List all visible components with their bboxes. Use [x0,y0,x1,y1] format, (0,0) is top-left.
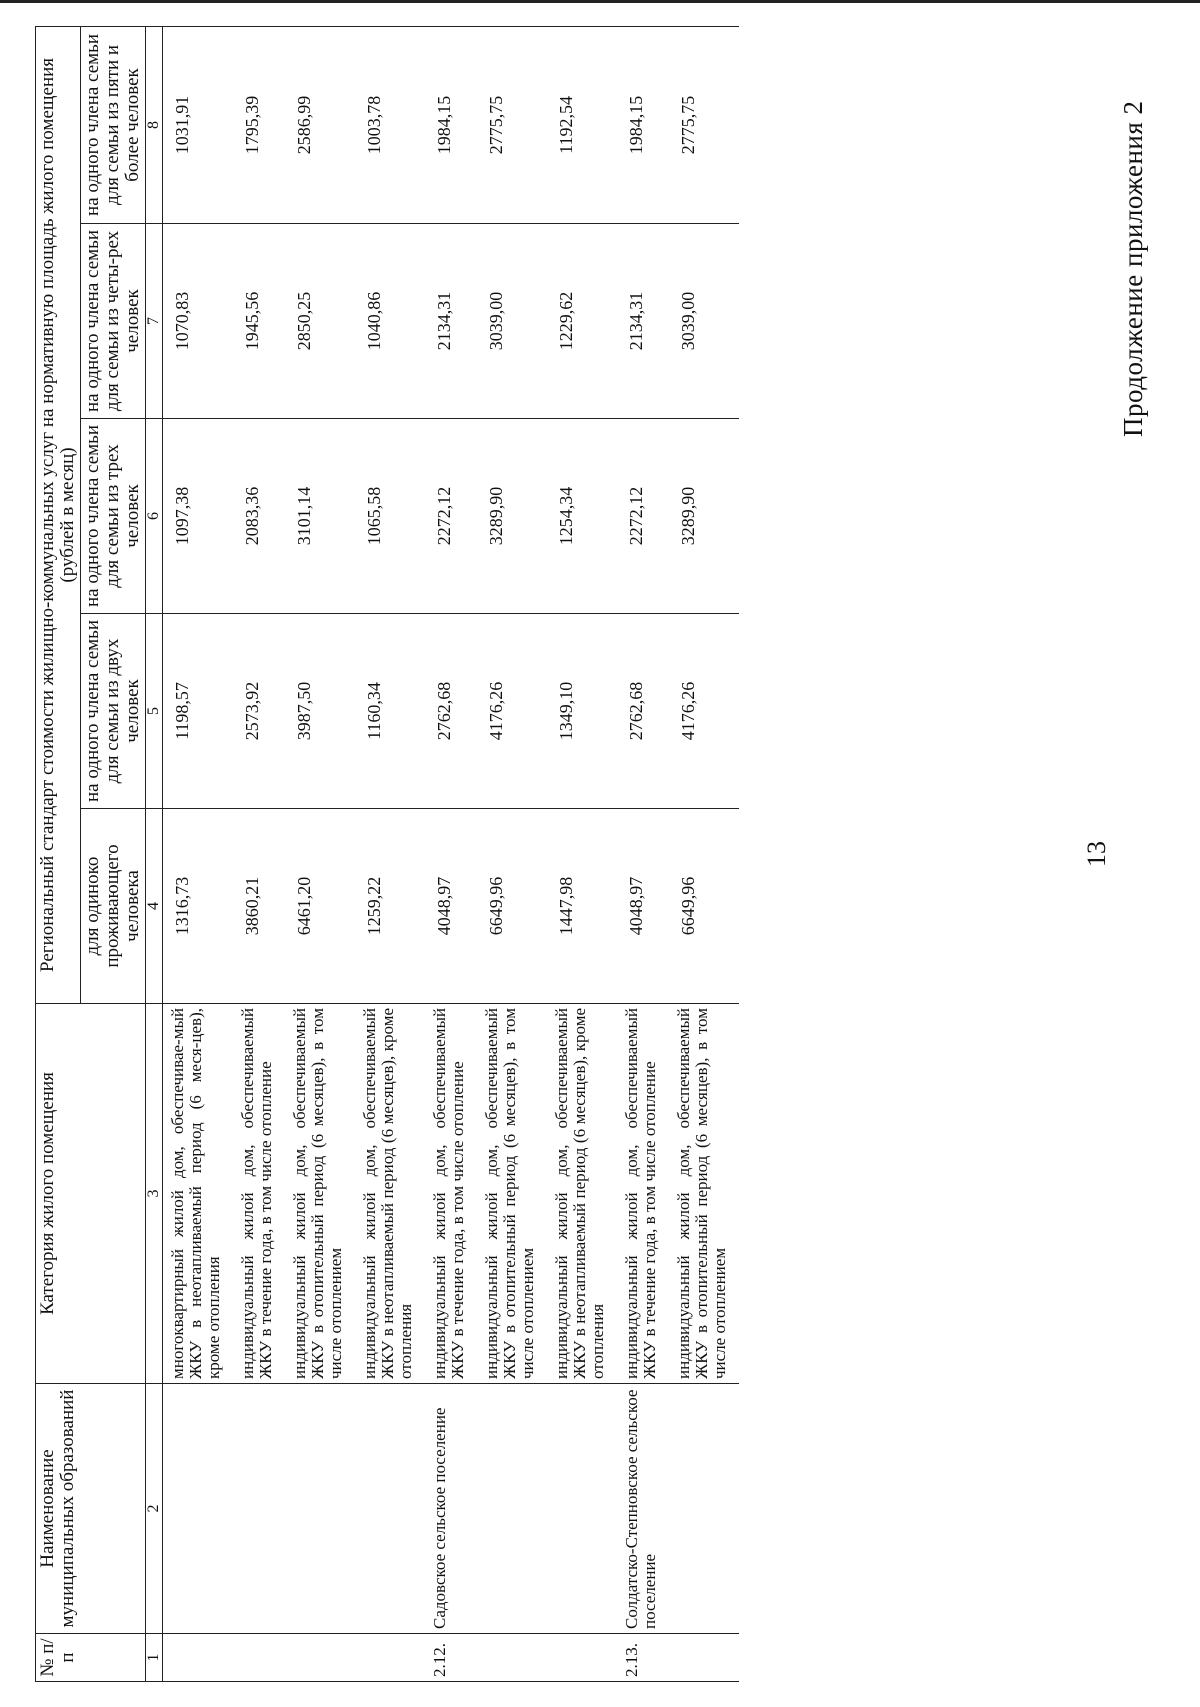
table-row [163,26,234,1681]
row-number [477,1634,547,1682]
cost-value: 2573,92 [233,614,285,809]
header-five-plus: на одного члена семьи для семьи из пяти и более человек [81,26,146,223]
cost-value: 2762,68 [617,614,669,809]
cost-value: 6649,96 [669,809,739,1004]
housing-category: индивидуальный жилой дом, обеспечиваемый ЖКУ в течение года, в том числе отопление [233,1004,285,1384]
housing-category: индивидуальный жилой дом, обеспечиваемый ЖКУ в отопительный период (6 месяцев), в том числе отоплением [477,1004,547,1384]
municipality-name [669,1384,739,1634]
cost-value: 6461,20 [285,809,355,1004]
cost-value: 3039,00 [477,224,547,419]
housing-category: индивидуальный жилой дом, обеспечиваемый ЖКУ в течение года, в том числе отопление [617,1004,669,1384]
cost-value: 1229,62 [547,224,617,419]
row-number [163,1634,234,1682]
header-four: на одного члена семьи для семьи из четы-рех человек [81,224,146,419]
column-index-cell: 2 [146,1384,163,1634]
column-index-row [146,26,163,1681]
header-single: для одиноко проживающего человека [81,809,146,1004]
cost-value: 1070,83 [163,224,234,419]
continuation-title: Продолжение приложения 2 [1118,100,1148,437]
cost-value: 4176,26 [477,614,547,809]
header-no: № п/п [36,1634,146,1682]
cost-value: 1160,34 [355,614,425,809]
column-index-cell: 8 [146,26,163,223]
row-number [669,1634,739,1682]
housing-category: многоквартирный жилой дом, обеспечивае-мый ЖКУ в неотапливаемый период (6 меся-цев), кроме отопления [163,1004,234,1384]
cost-value: 1447,98 [547,809,617,1004]
cost-value: 1984,15 [617,26,669,223]
cost-value: 2134,31 [617,224,669,419]
housing-category: индивидуальный жилой дом, обеспечиваемый ЖКУ в неотапливаемый период (6 месяцев), кроме отопления [355,1004,425,1384]
row-number [233,1634,285,1682]
cost-value: 2083,36 [233,419,285,614]
row-number [285,1634,355,1682]
cost-value: 1003,78 [355,26,425,223]
header-three: на одного члена семьи для семьи из трех человек [81,419,146,614]
cost-value: 3289,90 [477,419,547,614]
cost-value: 1031,91 [163,26,234,223]
housing-category: индивидуальный жилой дом, обеспечиваемый ЖКУ в отопительный период (6 месяцев), в том числе отоплением [669,1004,739,1384]
cost-value: 1259,22 [355,809,425,1004]
table-container [35,27,1065,1682]
column-index-cell: 7 [146,224,163,419]
cost-value: 1795,39 [233,26,285,223]
municipality-name: Солдатско-Степновское сельское поселение [617,1384,669,1634]
tariff-table [35,26,739,1682]
row-number: 2.12. [425,1634,477,1682]
row-number: 2.13. [617,1634,669,1682]
header-category: Категория жилого помещения [36,1004,146,1384]
housing-category: индивидуальный жилой дом, обеспечиваемый ЖКУ в неотапливаемый период (6 месяцев), кроме отопления [547,1004,617,1384]
municipality-name [233,1384,285,1634]
table-row [617,26,669,1681]
cost-value: 1254,34 [547,419,617,614]
cost-value: 3860,21 [233,809,285,1004]
municipality-name: Садовское сельское поселение [425,1384,477,1634]
cost-value: 1097,38 [163,419,234,614]
cost-value: 4176,26 [669,614,739,809]
header-two: на одного члена семьи для семьи из двух человек [81,614,146,809]
municipality-name [477,1384,547,1634]
cost-value: 4048,97 [425,809,477,1004]
municipality-name [547,1384,617,1634]
table-row [355,26,425,1681]
row-number [547,1634,617,1682]
row-number [355,1634,425,1682]
table-row [669,26,739,1681]
municipality-name [355,1384,425,1634]
table-row [547,26,617,1681]
column-index-cell: 3 [146,1004,163,1384]
table-row [285,26,355,1681]
cost-value: 3101,14 [285,419,355,614]
column-index-cell: 6 [146,419,163,614]
municipality-name [285,1384,355,1634]
header-municipality: Наименование муниципальных образований [36,1384,146,1634]
cost-value: 2272,12 [425,419,477,614]
cost-value: 1945,56 [233,224,285,419]
housing-category: индивидуальный жилой дом, обеспечиваемый ЖКУ в течение года, в том числе отопление [425,1004,477,1384]
table-row [425,26,477,1681]
cost-value: 1984,15 [425,26,477,223]
cost-value: 4048,97 [617,809,669,1004]
cost-value: 2272,12 [617,419,669,614]
municipality-name [163,1384,234,1634]
cost-value: 2775,75 [669,26,739,223]
table-row [477,26,547,1681]
cost-value: 3039,00 [669,224,739,419]
cost-value: 1040,86 [355,224,425,419]
cost-value: 2134,31 [425,224,477,419]
cost-value: 1316,73 [163,809,234,1004]
cost-value: 2850,25 [285,224,355,419]
column-index-cell: 5 [146,614,163,809]
cost-value: 2762,68 [425,614,477,809]
page-number: 13 [1082,841,1111,867]
cost-value: 1065,58 [355,419,425,614]
table-row [233,26,285,1681]
column-index-cell: 4 [146,809,163,1004]
table-body [163,26,740,1681]
cost-value: 2586,99 [285,26,355,223]
cost-value: 1349,10 [547,614,617,809]
column-index-cell: 1 [146,1634,163,1682]
cost-value: 3289,90 [669,419,739,614]
header-group: Региональный стандарт стоимости жилищно-коммунальных услуг на нормативную площадь жилого помещения (рублей в месяц) [36,26,81,1003]
cost-value: 1198,57 [163,614,234,809]
housing-category: индивидуальный жилой дом, обеспечиваемый ЖКУ в отопительный период (6 месяцев), в том числе отоплением [285,1004,355,1384]
cost-value: 3987,50 [285,614,355,809]
cost-value: 1192,54 [547,26,617,223]
cost-value: 6649,96 [477,809,547,1004]
cost-value: 2775,75 [477,26,547,223]
